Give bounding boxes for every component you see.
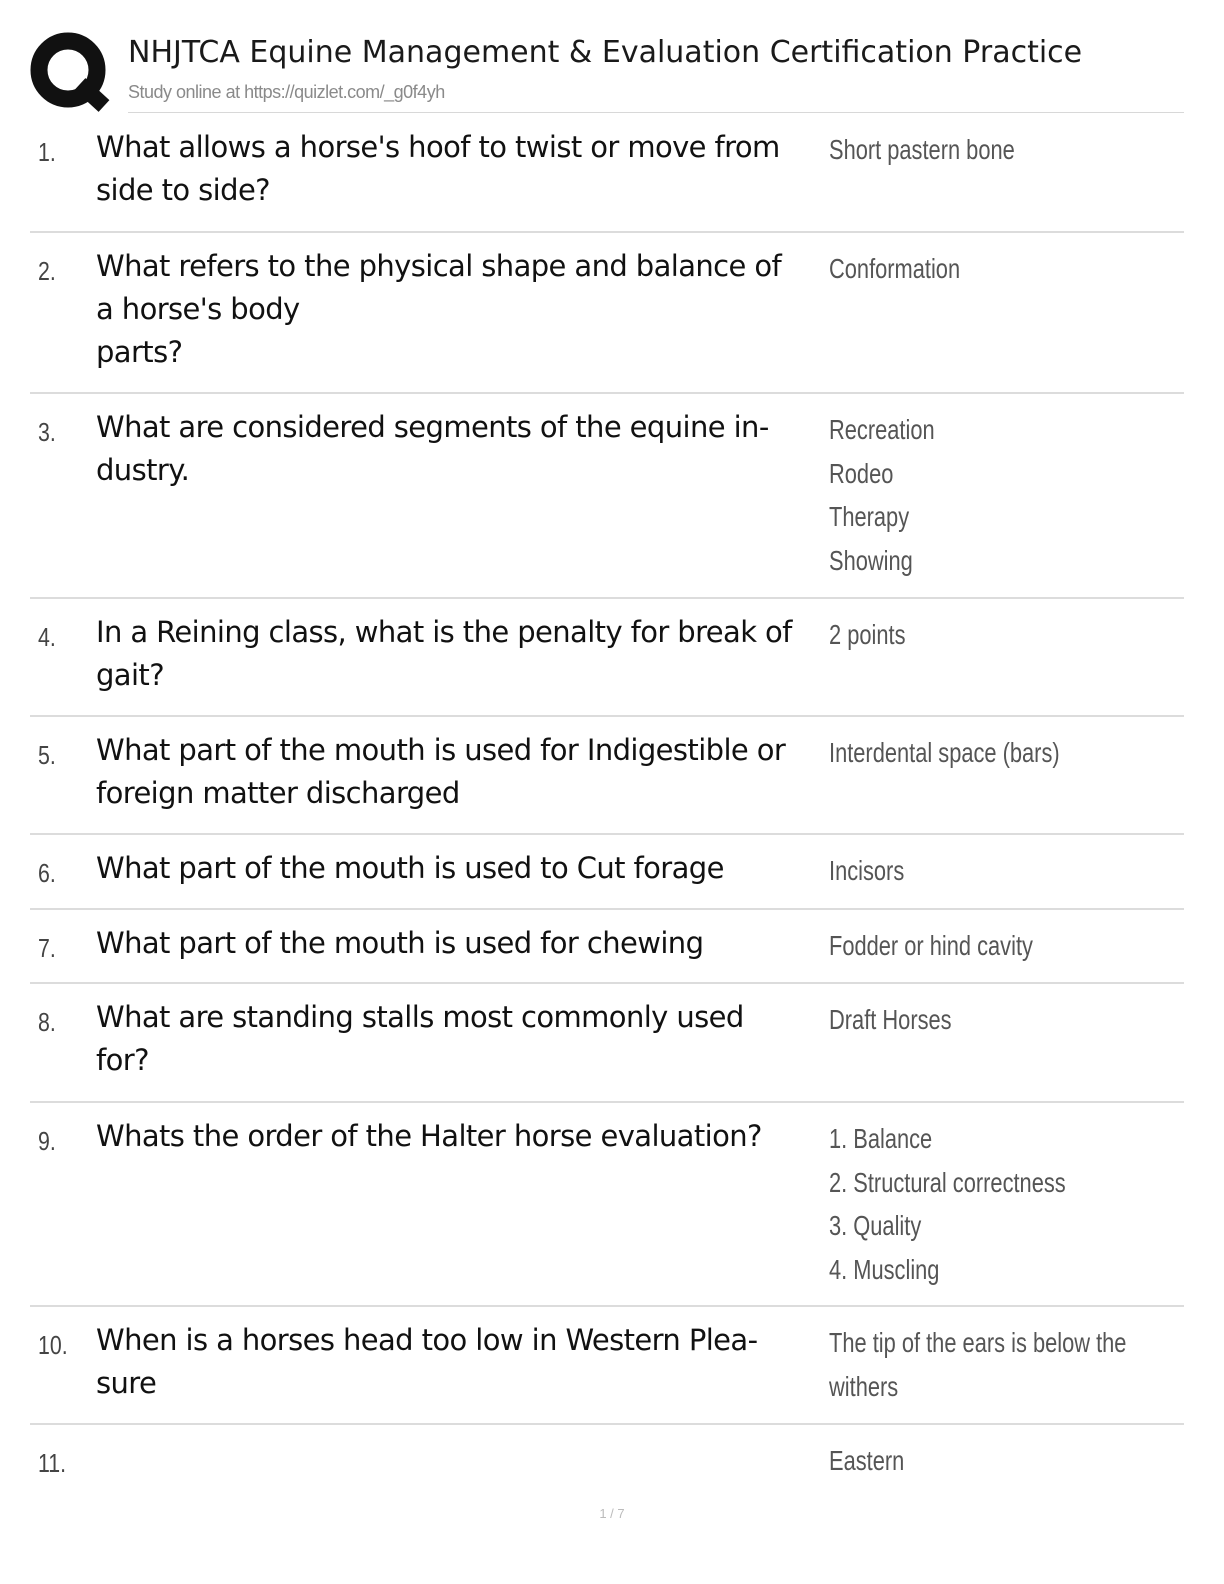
card-row	[30, 984, 1184, 1103]
card-row	[30, 114, 1184, 233]
card-answer: Recreation Rodeo Therapy Showing	[829, 414, 935, 576]
card-answer: Eastern	[829, 1445, 905, 1476]
card-number: 11.	[38, 1448, 67, 1478]
card-number: 7.	[38, 933, 56, 963]
card-row	[30, 394, 1184, 599]
card-answer: Fodder or hind cavity	[829, 930, 1033, 961]
card-question: In a Reining class, what is the penalty for break of gait?	[96, 615, 792, 692]
card-number: 10.	[38, 1330, 68, 1360]
card-row	[30, 599, 1184, 717]
card-answer: The tip of the ears is below the withers	[829, 1327, 1127, 1402]
card-row	[30, 1425, 1184, 1495]
card-answer: Conformation	[829, 253, 961, 284]
header-divider	[128, 112, 1184, 113]
card-number: 5.	[38, 740, 56, 770]
card-row	[30, 910, 1184, 984]
card-number: 6.	[38, 858, 56, 888]
card-number: 9.	[38, 1126, 56, 1156]
page-title: NHJTCA Equine Management & Evaluation Certification Practice	[128, 35, 1083, 70]
card-row	[30, 717, 1184, 835]
card-question: What are considered segments of the equine in- dustry.	[96, 410, 769, 487]
card-answer: 1. Balance 2. Structural correctness 3. Quality 4. Muscling	[829, 1123, 1066, 1285]
card-question: What part of the mouth is used to Cut forage	[96, 851, 724, 885]
page-number: 1 / 7	[599, 1506, 625, 1521]
card-number: 2.	[38, 256, 56, 286]
card-row	[30, 1307, 1184, 1425]
card-question: What refers to the physical shape and balance of a horse's body parts?	[96, 249, 782, 369]
card-row	[30, 835, 1184, 910]
card-answer: Draft Horses	[829, 1004, 952, 1035]
card-answer: Interdental space (bars)	[829, 737, 1060, 768]
card-answer: 2 points	[829, 619, 906, 650]
card-number: 1.	[38, 137, 56, 167]
card-number: 3.	[38, 417, 56, 447]
card-question: What are standing stalls most commonly used for?	[96, 1000, 744, 1077]
card-answer: Incisors	[829, 855, 905, 886]
card-question: When is a horses head too low in Western Plea- sure	[96, 1323, 758, 1400]
card-row	[30, 233, 1184, 394]
card-row	[30, 1103, 1184, 1307]
card-question: What allows a horse's hoof to twist or move from side to side?	[96, 130, 780, 207]
page-header	[30, 28, 1184, 114]
card-number: 8.	[38, 1007, 56, 1037]
study-online-link[interactable]: Study online at https://quizlet.com/_g0f4yh	[128, 82, 445, 102]
card-question: Whats the order of the Halter horse evaluation?	[96, 1119, 762, 1153]
card-answer: Short pastern bone	[829, 134, 1015, 165]
flashcard-list	[30, 114, 1184, 1495]
card-number: 4.	[38, 622, 56, 652]
card-question: What part of the mouth is used for Indigestible or foreign matter discharged	[96, 733, 786, 810]
quizlet-logo-icon	[30, 32, 110, 112]
card-question: What part of the mouth is used for chewing	[96, 926, 704, 960]
